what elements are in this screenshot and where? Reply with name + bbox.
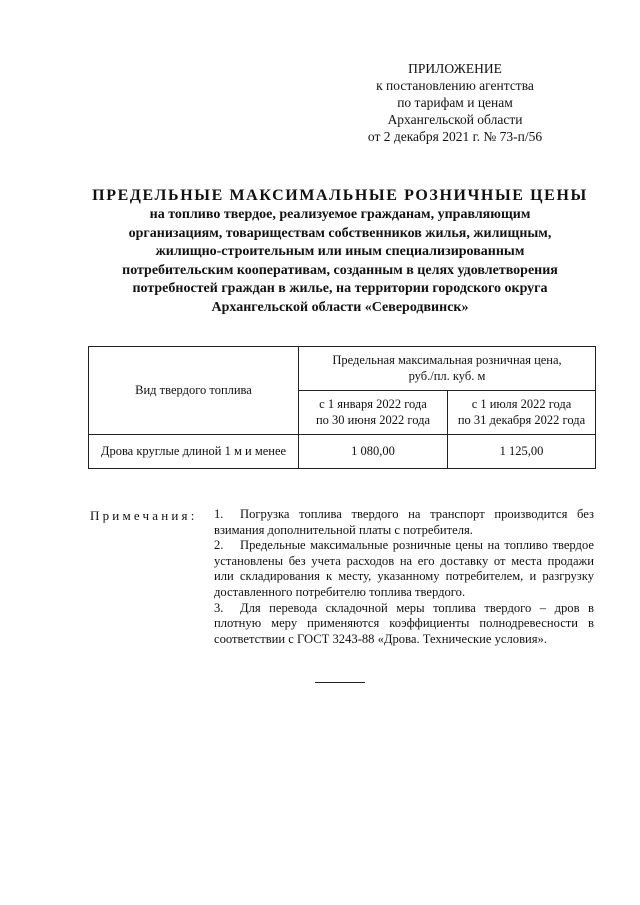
appendix-line: по тарифам и ценам — [397, 95, 513, 110]
appendix-title: ПРИЛОЖЕНИЕ — [408, 61, 502, 76]
price-header-unit: руб./пл. куб. м — [408, 368, 486, 383]
title-line: на топливо твердое, реализуемое гражданам, управляющим — [149, 207, 531, 222]
price-header — [299, 347, 596, 391]
title-line: жилищно-строительным или иным специализированным — [155, 244, 525, 259]
note-number: 3. — [214, 600, 224, 615]
table-header-row — [89, 347, 596, 391]
fuel-type-header: Вид твердого топлива — [89, 347, 299, 435]
note-number: 2. — [214, 538, 224, 553]
period-2-header — [448, 391, 596, 435]
period-1-start: с 1 января 2022 года — [319, 397, 427, 411]
note-text: Для перевода складочной меры топлива твердого – дров в плотную меру применяются коэффициенты полнодревесности в соответствии с ГОСТ 3243-88 «Дрова. Технические условия». — [214, 600, 594, 646]
closing-rule — [315, 682, 365, 683]
fuel-type-cell: Дрова круглые длиной 1 м и менее — [89, 435, 299, 469]
appendix-header — [320, 60, 590, 145]
notes-label: Примечания: — [90, 508, 198, 523]
title-line: Архангельской области «Северодвинск» — [211, 299, 469, 315]
note-text: Погрузка топлива твердого на транспорт производится без взимания дополнительной платы с потребителя. — [214, 507, 594, 537]
period-1-header — [299, 391, 448, 435]
title-main: ПРЕДЕЛЬНЫЕ МАКСИМАЛЬНЫЕ РОЗНИЧНЫЕ ЦЕНЫ — [92, 187, 588, 204]
title-line: потребительским кооперативам, созданным в целях удовлетворения — [122, 262, 558, 278]
price-period-1-cell: 1 080,00 — [299, 435, 448, 469]
title-line: организациям, товариществам собственников жилья, жилищным, — [128, 225, 552, 241]
note-item — [214, 601, 594, 648]
appendix-line: к постановлению агентства — [376, 78, 534, 93]
note-item — [214, 507, 594, 538]
period-1-end: по 30 июня 2022 года — [315, 412, 431, 427]
document-title — [60, 186, 620, 317]
period-2-start: с 1 июля 2022 года — [471, 397, 572, 411]
note-text: Предельные максимальные розничные цены на топливо твердое установлены без учета расходов на его доставку от места продажи или складирования к месту, указанному потребителем, и разгрузку доставленного потребителю топлива твердого. — [214, 538, 594, 599]
title-line: потребностей граждан в жилье, на территории городского округа — [132, 281, 548, 296]
period-2-end: по 31 декабря 2022 года — [457, 412, 586, 427]
appendix-date-number: от 2 декабря 2021 г. № 73-п/56 — [367, 129, 543, 144]
appendix-line: Архангельской области — [387, 112, 523, 127]
note-item — [214, 538, 594, 600]
price-period-2-cell: 1 125,00 — [448, 435, 596, 469]
table-row — [89, 435, 596, 469]
note-number: 1. — [214, 507, 224, 521]
notes-list — [214, 507, 594, 647]
price-table — [88, 346, 596, 469]
price-header-line: Предельная максимальная розничная цена, — [332, 353, 562, 367]
